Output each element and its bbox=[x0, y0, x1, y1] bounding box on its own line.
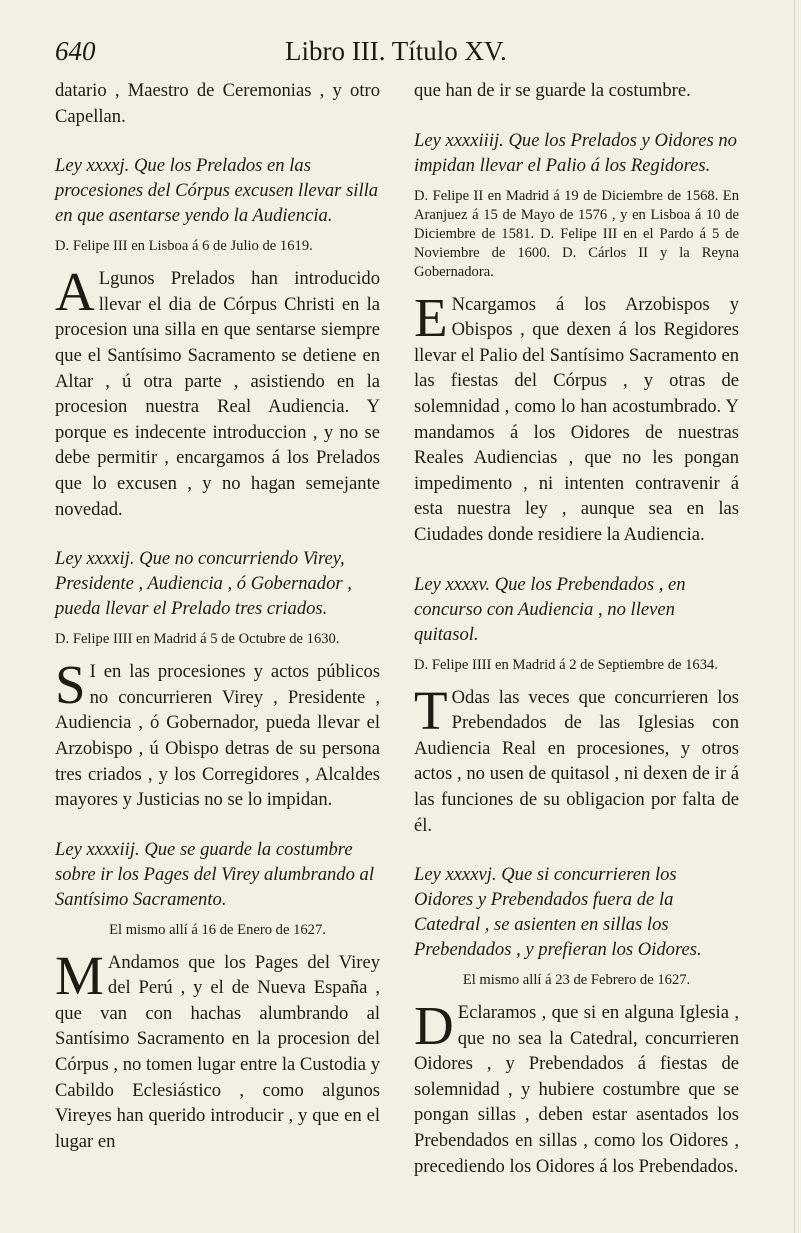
law-title bbox=[55, 546, 380, 621]
law-text: Eclaramos , que si en alguna Iglesia , que no sea la Catedral, concurrieren Oidores , y Prebendados á fiestas de solemnidad , y hubiere costumbre que se pongan sillas , deben estar asentados los Prebendados en sillas , como los Oidores , precediendo los Oidores á los Prebendados. bbox=[414, 1002, 739, 1177]
drop-cap: T bbox=[414, 679, 448, 741]
law-section bbox=[414, 128, 739, 548]
law-meta: El mismo allí á 16 de Enero de 1627. bbox=[109, 921, 326, 938]
drop-cap: A bbox=[55, 261, 95, 323]
law-title bbox=[414, 862, 739, 962]
law-meta: D. Felipe II en Madrid á 19 de Diciembre de 1568. En Aranjuez á 15 de Mayo de 1576 , y en Lisboa á 10 de Diciembre de 1581. D. Felipe III en el Pardo á 5 de Noviembre de 1600. D. Cárlos II y la Reyna Gobernadora. bbox=[414, 187, 739, 280]
drop-cap: S bbox=[55, 654, 86, 716]
drop-cap: E bbox=[414, 286, 448, 348]
law-title bbox=[55, 837, 380, 912]
law-title-text: Que los Prelados y Oidores no impidan llevar el Palio á los Regidores. bbox=[414, 129, 737, 176]
law-section bbox=[414, 862, 739, 1179]
page-edge bbox=[794, 0, 795, 1233]
law-heading: Ley xxxxv. bbox=[414, 573, 491, 595]
law-heading: Ley xxxxij. bbox=[55, 548, 135, 570]
law-title-text: Que los Prebendados , en concurso con Audiencia , no lleven quitasol. bbox=[414, 573, 686, 645]
law-title bbox=[55, 153, 380, 228]
law-title bbox=[414, 128, 739, 178]
law-meta: D. Felipe IIII en Madrid á 2 de Septiembre de 1634. bbox=[414, 656, 718, 673]
law-heading: Ley xxxxiiij. bbox=[414, 129, 504, 151]
law-title-text: Que los Prelados en las procesiones del Córpus excusen llevar silla en que asentarse yendo la Audiencia. bbox=[55, 155, 379, 227]
drop-cap: M bbox=[55, 944, 104, 1006]
law-body bbox=[414, 995, 739, 1179]
law-body bbox=[55, 654, 380, 813]
continuation-text: datario , Maestro de Ceremonias , y otro Capellan. bbox=[55, 80, 380, 127]
law-body bbox=[414, 679, 739, 839]
left-column bbox=[55, 78, 380, 1154]
drop-cap: D bbox=[414, 995, 454, 1057]
law-text: Odas las veces que concurrieren los Prebendados de las Iglesias con Audiencia Real en procesiones, y otros actos , no usen de quitasol , ni dexen de ir á las funciones de su obligacion por falta de él. bbox=[414, 686, 739, 836]
law-text: I en las procesiones y actos públicos no concurrieren Virey , Presidente , Audiencia , ó Gobernador, pueda llevar el Arzobispo , ú Obispo detras de su persona tres criados , y los Corregidores , Alcaldes mayores y Justicias no se lo impidan. bbox=[55, 661, 380, 811]
law-title-text: Que se guarde la costumbre sobre ir los Pages del Virey alumbrando al Santísimo Sacramento. bbox=[55, 838, 374, 910]
law-body bbox=[414, 286, 739, 548]
page-header bbox=[55, 36, 761, 80]
law-meta: El mismo allí á 23 de Febrero de 1627. bbox=[462, 972, 691, 989]
law-heading: Ley xxxxvj. bbox=[414, 864, 497, 886]
law-title bbox=[414, 572, 739, 647]
law-title-text: Que si concurrieren los Oidores y Prebendados fuera de la Catedral , se asienten en sillas los Prebendados , y prefieran los Oidores. bbox=[414, 864, 702, 961]
law-heading: Ley xxxxj. bbox=[55, 155, 130, 177]
page-number: 640 bbox=[55, 36, 96, 66]
law-section bbox=[55, 153, 380, 522]
law-section bbox=[55, 837, 380, 1155]
law-section bbox=[414, 572, 739, 839]
running-head: Libro III. Título XV. bbox=[285, 36, 507, 66]
law-text: Ncargamos á los Arzobispos y Obispos , que dexen á los Regidores llevar el Palio del Santísimo Sacramento en las fiestas del Córpus , y otras de solemnidad , como lo han acostumbrado. Y mandamos á los Oidores de nuestras Reales Audiencias , que no les pongan impedimento , ni intenten contravenir á esta nuestra ley , aunque sea en las Ciudades donde residiere la Audiencia. bbox=[414, 293, 739, 545]
right-column bbox=[414, 78, 739, 1179]
law-title-text: Que no concurriendo Virey, Presidente , Audiencia , ó Gobernador , pueda llevar el Prelado tres criados. bbox=[55, 548, 352, 620]
continuation-text: que han de ir se guarde la costumbre. bbox=[414, 80, 691, 101]
law-body bbox=[55, 944, 380, 1155]
law-meta: D. Felipe IIII en Madrid á 5 de Octubre de 1630. bbox=[55, 631, 340, 648]
law-section bbox=[55, 546, 380, 813]
law-body bbox=[55, 261, 380, 522]
law-text: Lgunos Prelados han introducido llevar el dia de Córpus Christi en la procesion una silla en que sentarse siempre que el Santísimo Sacramento se detiene en Altar , ú otra parte , asistiendo en la procesion nuestra Real Audiencia. Y porque es indecente introduccion , y no se debe permitir , encargamos á los Prelados que lo excusen , y no hagan semejante novedad. bbox=[55, 268, 380, 520]
law-text: Andamos que los Pages del Virey del Perú , y el de Nueva España , que van con hachas alumbrando al Santísimo Sacramento en la procesion del Córpus , no tomen lugar entre la Custodia y Cabildo Eclesiástico , como algunos Vireyes han querido introducir , y que en el lugar en bbox=[55, 951, 380, 1152]
law-heading: Ley xxxxiij. bbox=[55, 838, 140, 860]
law-meta: D. Felipe III en Lisboa á 6 de Julio de 1619. bbox=[55, 238, 313, 255]
